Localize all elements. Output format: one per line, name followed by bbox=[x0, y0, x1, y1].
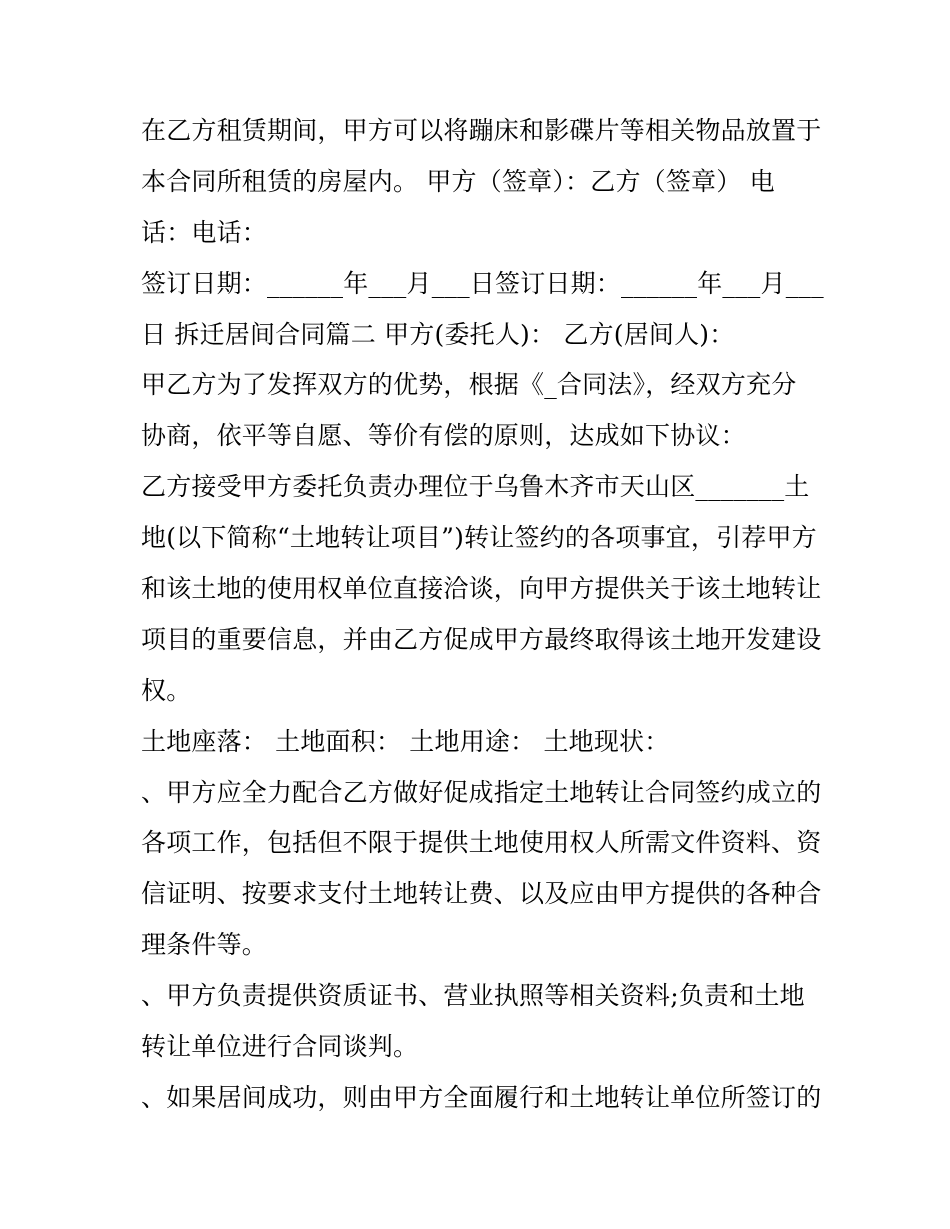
document-line: 转让单位进行合同谈判。 bbox=[141, 1032, 419, 1062]
document-line: 地(以下简称“土地转让项目”)转让签约的各项事宜，引荐甲方 bbox=[141, 523, 817, 553]
document-line: 日 拆迁居间合同篇二 甲方(委托人)： 乙方(居间人)： bbox=[141, 319, 735, 349]
document-line: 和该土地的使用权单位直接洽谈，向甲方提供关于该土地转让 bbox=[141, 574, 822, 604]
document-line: 项目的重要信息，并由乙方促成甲方最终取得该土地开发建设 bbox=[141, 624, 822, 654]
document-line: 甲乙方为了发挥双方的优势，根据《_合同法》，经双方充分 bbox=[141, 370, 797, 400]
document-line: 、如果居间成功，则由甲方全面履行和土地转让单位所签订的 bbox=[141, 1082, 822, 1112]
document-line: 各项工作，包括但不限于提供土地使用权人所需文件资料、资 bbox=[141, 828, 822, 858]
document-line: 、甲方应全力配合乙方做好促成指定土地转让合同签约成立的 bbox=[141, 777, 822, 807]
document-body bbox=[141, 106, 824, 1124]
document-line: 土地座落： 土地面积： 土地用途： 土地现状： bbox=[141, 726, 670, 756]
document-line: 权。 bbox=[141, 675, 192, 705]
document-line: 信证明、按要求支付土地转让费、以及应由甲方提供的各种合 bbox=[141, 879, 822, 909]
document-line: 签订日期：______年___月___日签订日期：______年___月___ bbox=[141, 268, 824, 298]
document-line: 本合同所租赁的房屋内。 甲方（签章）：乙方（签章） 电 bbox=[141, 166, 775, 196]
document-line: 在乙方租赁期间，甲方可以将蹦床和影碟片等相关物品放置于 bbox=[141, 116, 822, 145]
document-line: 乙方接受甲方委托负责办理位于乌鲁木齐市天山区_______土 bbox=[141, 472, 810, 502]
document-line: 协商，依平等自愿、等价有偿的原则，达成如下协议： bbox=[141, 421, 746, 451]
document-line: 理条件等。 bbox=[141, 930, 268, 960]
document-line: 话：电话： bbox=[141, 217, 268, 247]
document-line: 、甲方负责提供资质证书、营业执照等相关资料;负责和土地 bbox=[141, 981, 805, 1011]
